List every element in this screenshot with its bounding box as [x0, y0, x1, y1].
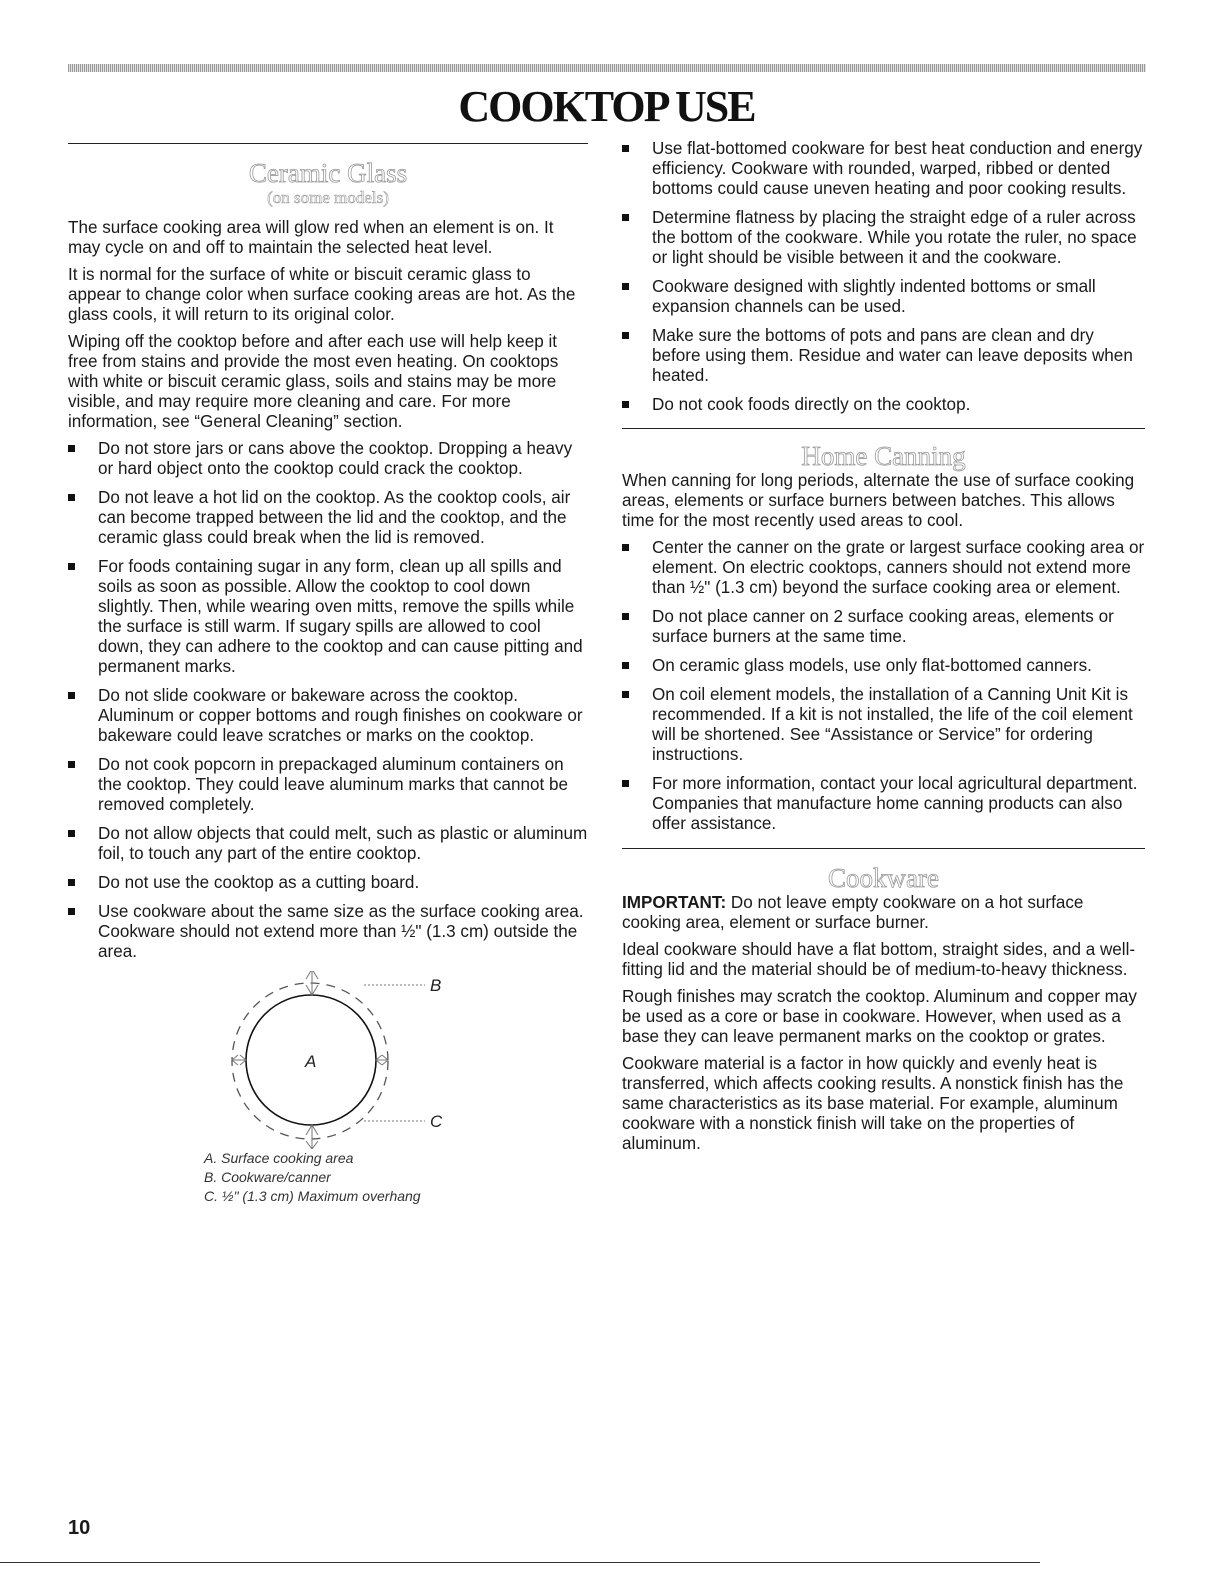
caption-line: C. ½" (1.3 cm) Maximum overhang [204, 1188, 421, 1204]
list-item: Do not slide cookware or bakeware across the cooktop. Aluminum or copper bottoms and rough finishes on cookware or bakeware could leave scratches or marks on the cooktop. [68, 686, 588, 746]
cookware-heading: Cookware [828, 863, 939, 893]
list-item: Do not place canner on 2 surface cooking areas, elements or surface burners at the same time. [622, 607, 1145, 647]
list-item: On coil element models, the installation of a Canning Unit Kit is recommended. If a kit is not installed, the life of the coil element will be shortened. See “Assistance or Service” for ordering instructions. [622, 685, 1145, 765]
ceramic-glass-bullet-list [68, 439, 588, 962]
left-column [68, 143, 588, 1206]
important-text: Do not leave empty cookware on a hot surface cooking area, element or surface burner. [622, 893, 1084, 932]
home-canning-bullet-list [622, 538, 1145, 834]
cookware-tips-bullet-list [622, 139, 1145, 415]
caption-line: A. Surface cooking area [204, 1150, 354, 1166]
ceramic-glass-subheading: (on some models) [267, 188, 389, 207]
cookware-overhang-diagram [68, 971, 588, 1149]
list-item: Do not cook foods directly on the cooktop. [622, 395, 1145, 415]
page-title: COOKTOP USE [458, 82, 755, 131]
caption-line: B. Cookware/canner [204, 1169, 331, 1185]
home-canning-heading: Home Canning [801, 441, 966, 471]
list-item: Do not store jars or cans above the cooktop. Dropping a heavy or hard object onto the cooktop could crack the cooktop. [68, 439, 588, 479]
label-a: A [305, 1052, 317, 1071]
paragraph: It is normal for the surface of white or biscuit ceramic glass to appear to change color when surface cooking areas are hot. As the glass cools, it will return to its original color. [68, 265, 576, 324]
important-label: IMPORTANT: [622, 893, 727, 912]
paragraph: Wiping off the cooktop before and after each use will help keep it free from stains and provide the most even heating. On cooktops with white or biscuit ceramic glass, soils and stains may be more visible, and may require more cleaning and care. For more information, see “General Cleaning” section. [68, 332, 559, 431]
list-item: Use flat-bottomed cookware for best heat conduction and energy efficiency. Cookware with rounded, warped, ribbed or dented bottoms could cause uneven heating and poor cooking results. [622, 139, 1145, 199]
header-decorative-bar [68, 64, 1146, 72]
list-item: Do not allow objects that could melt, such as plastic or aluminum foil, to touch any part of the entire cooktop. [68, 824, 588, 864]
list-item: For more information, contact your local agricultural department. Companies that manufacture home canning products can also offer assistance. [622, 774, 1145, 834]
list-item: Make sure the bottoms of pots and pans are clean and dry before using them. Residue and water can leave deposits when heated. [622, 326, 1145, 386]
important-paragraph [622, 893, 1145, 933]
label-b: B [430, 976, 442, 995]
label-c: C [430, 1112, 443, 1131]
list-item: Center the canner on the grate or largest surface cooking area or element. On electric cooktops, canners should not extend more than ½" (1.3 cm) beyond the surface cooking area or element. [622, 538, 1145, 598]
paragraph: Rough finishes may scratch the cooktop. Aluminum and copper may be used as a core or base in cookware. However, when used as a base they can leave permanent marks on the cooktop or grates. [622, 987, 1137, 1046]
list-item: Do not use the cooktop as a cutting board. [68, 873, 588, 893]
paragraph: Cookware material is a factor in how quickly and evenly heat is transferred, which affects cooking results. A nonstick finish has the same characteristics as its base material. For example, aluminum cookware with a nonstick finish will take on the properties of aluminum. [622, 1054, 1124, 1153]
section-divider [68, 143, 588, 144]
list-item: Do not leave a hot lid on the cooktop. As the cooktop cools, air can become trapped between the lid and the cooktop, and the ceramic glass could break when the lid is removed. [68, 488, 588, 548]
list-item: On ceramic glass models, use only flat-bottomed canners. [622, 656, 1145, 676]
footer-rule [0, 1562, 1040, 1563]
paragraph: When canning for long periods, alternate the use of surface cooking areas, elements or surface burners between batches. This allows time for the most recently used areas to cool. [622, 471, 1135, 530]
ceramic-glass-heading: Ceramic Glass [248, 158, 408, 188]
paragraph: The surface cooking area will glow red when an element is on. It may cycle on and off to maintain the selected heat level. [68, 218, 554, 257]
right-column [622, 139, 1145, 1161]
page-number: 10 [68, 1517, 91, 1539]
list-item: For foods containing sugar in any form, clean up all spills and soils as soon as possible. Allow the cooktop to cool down slightly. Then, while wearing oven mitts, remove the spills while the surface is still warm. If sugary spills are allowed to cool down, they can adhere to the cooktop and can cause pitting and permanent marks. [68, 557, 588, 677]
paragraph: Ideal cookware should have a flat bottom, straight sides, and a well-fitting lid and the material should be of medium-to-heavy thickness. [622, 940, 1136, 979]
list-item: Use cookware about the same size as the surface cooking area. Cookware should not extend more than ½" (1.3 cm) outside the area. [68, 902, 588, 962]
list-item: Cookware designed with slightly indented bottoms or small expansion channels can be used. [622, 277, 1145, 317]
overhang-diagram-svg [68, 971, 588, 1149]
list-item: Do not cook popcorn in prepackaged aluminum containers on the cooktop. They could leave aluminum marks that cannot be removed completely. [68, 755, 588, 815]
section-divider [622, 848, 1145, 849]
diagram-caption [68, 1149, 588, 1206]
list-item: Determine flatness by placing the straight edge of a ruler across the bottom of the cookware. While you rotate the ruler, no space or light should be visible between it and the cookware. [622, 208, 1145, 268]
section-divider [622, 428, 1145, 429]
